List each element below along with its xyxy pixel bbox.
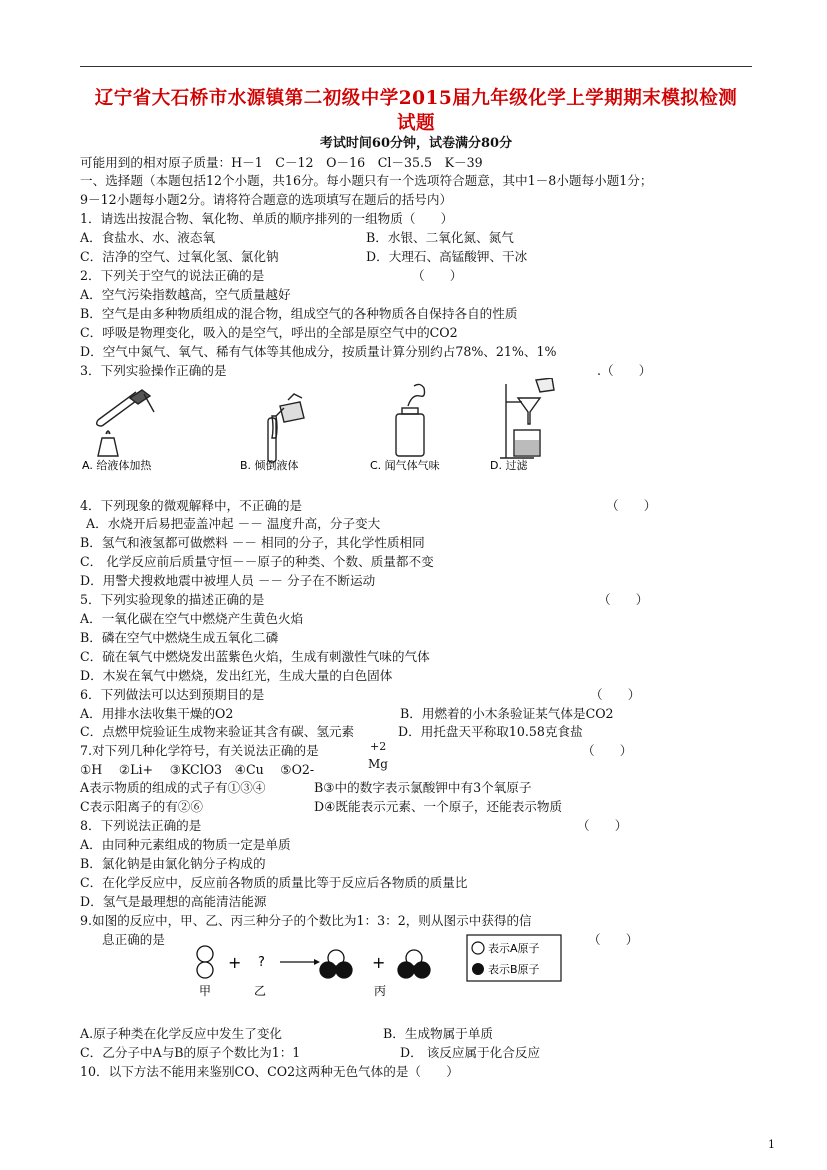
- q9-option-b: B．生成物属于单质: [383, 1026, 494, 1041]
- q1-option-b: B．水银、二氧化氮、氮气: [366, 230, 514, 245]
- q7-option-c: C表示阳离子的有②⑥: [80, 799, 203, 814]
- label-yi: 乙: [254, 984, 267, 998]
- q5-option-b: B．磷在空气中燃烧生成五氧化二磷: [80, 630, 279, 645]
- heating-liquid-illustration: [97, 390, 154, 456]
- legend-a-text: 表示A原子: [488, 942, 540, 955]
- q9-stem-cont: 息正确的是: [102, 932, 165, 947]
- q3-caption-a: A. 给液体加热: [82, 459, 152, 472]
- q7-stem: 7.对下列几种化学符号，有关说法正确的是: [80, 743, 319, 758]
- q1-option-a: A．食盐水、水、液态氧: [80, 230, 216, 245]
- q4-option-c: C． 化学反应前后质量守恒－－原子的种类、个数、质量都不变: [80, 554, 434, 569]
- q7-symbols: ①H ②Li+ ③KClO3 ④Cu ⑤O2-: [80, 762, 315, 777]
- plus-sign: +: [228, 953, 242, 972]
- legend-b-text: 表示B原子: [488, 963, 540, 976]
- q6-stem: 6．下列做法可以达到预期目的是: [80, 687, 265, 702]
- q6-option-d: D．用托盘天平称取10.58克食盐: [398, 724, 583, 739]
- q8-option-c: C．在化学反应中，反应前各物质的质量比等于反应后各物质的质量比: [80, 875, 468, 890]
- q1-stem: 1．请选出按混合物、氧化物、单质的顺序排列的一组物质（ ）: [80, 211, 454, 226]
- q4-stem: 4．下列现象的微观解释中，不正确的是: [80, 498, 303, 513]
- q7-option-d: D④既能表示元素、一个原子，还能表示物质: [314, 799, 563, 814]
- q2-option-b: B．空气是由多种物质组成的混合物，组成空气的各种物质各自保持各自的性质: [80, 306, 518, 321]
- q5-option-c: C．硫在氧气中燃烧发出蓝紫色火焰，生成有刺激性气味的气体: [80, 649, 430, 664]
- molecule-jia-atom: [197, 946, 213, 962]
- q1-option-c: C．洁净的空气、过氧化氢、氯化钠: [80, 249, 279, 264]
- q3-caption-d: D. 过滤: [490, 459, 528, 472]
- q9-paren: （ ）: [588, 932, 639, 947]
- q6-option-b: B．用燃着的小木条验证某气体是CO2: [400, 706, 614, 721]
- q3-paren: .（ ）: [597, 363, 652, 378]
- q5-option-a: A．一氧化碳在空气中燃烧产生黄色火焰: [80, 611, 304, 626]
- q5-paren: （ ）: [598, 592, 649, 607]
- q2-option-a: A．空气污染指数越高，空气质量越好: [80, 287, 291, 302]
- atomic-masses: 可能用到的相对原子质量：H－1 C－12 O－16 Cl－35.5 K－39: [80, 155, 483, 170]
- filtration-illustration: [500, 378, 554, 458]
- q4-paren: （ ）: [606, 498, 657, 513]
- q7-option-b: B③中的数字表示氯酸钾中有3个氧原子: [314, 780, 532, 795]
- q6-option-c: C．点燃甲烷验证生成物来验证其含有碳、氢元素: [80, 724, 355, 739]
- molecule-jia-atom: [197, 962, 213, 978]
- exam-info: 考试时间60分钟，试卷满分80分: [319, 136, 513, 151]
- arrow-head-icon: [314, 959, 320, 965]
- q2-option-d: D．空气中氮气、氧气、稀有气体等其他成分，按质量计算分别约占78%、21%、1%: [80, 344, 557, 359]
- section-heading-cont: 9－12小题每小题2分。请将符合题意的选项填写在题后的括号内）: [80, 192, 453, 207]
- q3-caption-b: B. 倾倒液体: [240, 459, 299, 472]
- atom-b-icon: [472, 963, 484, 975]
- q8-option-a: A．由同种元素组成的物质一定是单质: [80, 837, 291, 852]
- pouring-liquid-illustration: [268, 394, 304, 462]
- q9-option-d: D． 该反应属于化合反应: [400, 1045, 541, 1060]
- q1-option-d: D．大理石、高锰酸钾、干冰: [366, 249, 528, 264]
- q8-option-d: D．氢气是最理想的高能清洁能源: [80, 894, 267, 909]
- q9-unknown-mark: ?: [258, 955, 265, 970]
- q2-option-c: C．呼吸是物理变化，吸入的是空气，呼出的全部是原空气中的CO2: [80, 325, 458, 340]
- q6-option-a: A．用排水法收集干燥的O2: [80, 706, 234, 721]
- q7-paren: （ ）: [582, 743, 633, 758]
- lab-operations-figure: [80, 378, 580, 476]
- q8-option-b: B．氯化钠是由氯化钠分子构成的: [80, 856, 266, 871]
- q3-caption-c: C. 闻气体气味: [370, 459, 440, 472]
- q5-stem: 5．下列实验现象的描述正确的是: [80, 592, 265, 607]
- q7-charge-label: +2: [370, 740, 387, 753]
- q5-option-d: D．木炭在氧气中燃烧，发出红光，生成大量的白色固体: [80, 668, 393, 683]
- page-title-line1: 辽宁省大石桥市水源镇第二初级中学2015届九年级化学上学期期末模拟检测: [94, 88, 738, 109]
- q4-option-a: A．水烧开后易把壶盖冲起 －－ 温度升高，分子变大: [86, 516, 381, 531]
- header-rule: [80, 66, 752, 67]
- q2-paren: （ ）: [412, 268, 463, 283]
- atom-a-icon: [472, 942, 484, 954]
- label-bing: 丙: [374, 984, 387, 998]
- q8-paren: （ ）: [577, 818, 628, 833]
- label-jia: 甲: [199, 984, 212, 998]
- q6-paren: （ ）: [590, 687, 641, 702]
- q4-option-d: D．用警犬搜救地震中被埋人员 －－ 分子在不断运动: [80, 573, 376, 588]
- q9-stem: 9.如图的反应中，甲、乙、丙三种分子的个数比为1：3：2，则从图示中获得的信: [80, 913, 532, 928]
- smelling-gas-illustration: [396, 384, 425, 456]
- q3-stem: 3．下列实验操作正确的是: [80, 363, 227, 378]
- q8-stem: 8．下列说法正确的是: [80, 818, 202, 833]
- q4-option-b: B．氢气和液氢都可做燃料 －－ 相同的分子，其化学性质相同: [80, 535, 425, 550]
- q10-stem: 10．以下方法不能用来鉴别CO、CO2这两种无色气体的是（ ）: [80, 1064, 459, 1079]
- page-title-line2: 试题: [396, 113, 435, 134]
- page-number: 1: [768, 1138, 775, 1151]
- q9-option-a: A.原子种类在化学反应中发生了变化: [80, 1026, 283, 1041]
- reaction-diagram: [190, 932, 570, 1002]
- q7-option-a: A表示物质的组成的式子有①③④: [80, 780, 266, 795]
- section-heading: 一、选择题（本题包括12个小题，共16分。每小题只有一个选项符合题意，其中1－8小题每小题1分；: [80, 173, 653, 188]
- q2-stem: 2．下列关于空气的说法正确的是: [80, 268, 265, 283]
- q9-option-c: C．乙分子中A与B的原子个数比为1：1: [80, 1045, 301, 1060]
- plus-sign: +: [372, 953, 386, 972]
- q7-mg-symbol: Mg: [368, 757, 388, 771]
